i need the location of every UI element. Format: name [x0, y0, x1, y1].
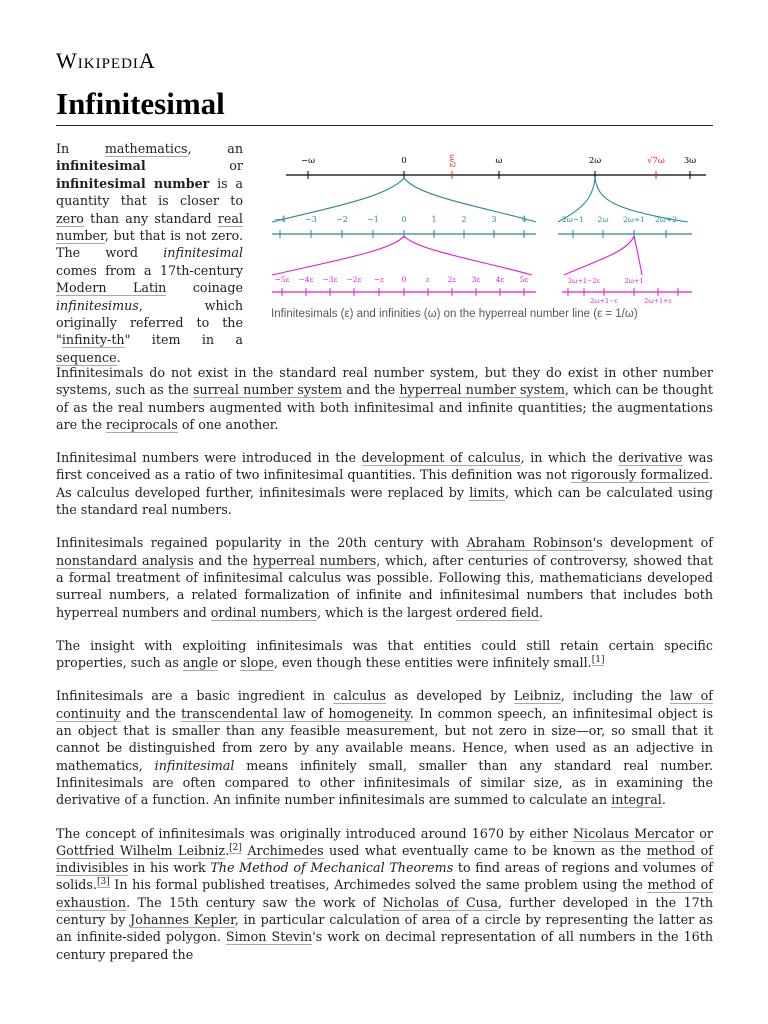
link-rigorously-formalized[interactable]: rigorously formalized [570, 467, 709, 483]
link-ordinal-numbers[interactable]: ordinal numbers [210, 604, 318, 620]
mid-label: −2 [336, 215, 348, 224]
top-label: −ω [300, 156, 316, 166]
link-infinity-th[interactable]: infinity-th [61, 332, 125, 348]
link-nonstandard-analysis[interactable]: nonstandard analysis [56, 552, 194, 568]
link-hyperreal-number-system[interactable]: hyperreal number system [399, 382, 565, 398]
top-label: 2ω [588, 156, 602, 166]
paragraph-3: Infinitesimals regained popularity in the 20th century with Abraham Robinson's development of nonstandard analysis and the hyperreal numbers, which, after centuries of controversy, showed that a formal treatment of infinitesimal calculus was possible. Following this, mathematicians developed surreal numbers, a related formalization of infinite and infinitesimal numbers that includes both hyperreal numbers and ordinal numbers, which is the largest ordered field. [56, 535, 713, 620]
mid-right-label: 2ω [597, 215, 609, 224]
low-right-label: 2ω+1−ε [590, 297, 618, 305]
low-label: ε [426, 275, 430, 284]
link-nicholas-of-cusa[interactable]: Nicholas of Cusa [382, 894, 498, 910]
low-label: −2ε [346, 275, 362, 284]
link-slope[interactable]: slope [240, 655, 274, 671]
link-gottfried-wilhelm-leibniz[interactable]: Gottfried Wilhelm Leibniz [56, 842, 226, 858]
link-nicolaus-mercator[interactable]: Nicolaus Mercator [572, 825, 695, 841]
mid-label: 2 [461, 215, 467, 224]
figure-caption: Infinitesimals (ε) and infinities (ω) on the hyperreal number line (ε = 1/ω) [271, 308, 638, 320]
link-modern-latin[interactable]: Modern Latin [56, 280, 167, 296]
top-label: ω/2 [448, 154, 457, 168]
low-label: −5ε [274, 275, 290, 284]
low-label: −4ε [298, 275, 314, 284]
top-label: 0 [401, 156, 407, 166]
link-simon-stevin[interactable]: Simon Stevin [225, 929, 313, 945]
link-zero[interactable]: zero [56, 210, 84, 226]
reference-3[interactable]: [3] [96, 877, 110, 888]
link-method-of-indivisibles[interactable]: method of indivisibles [56, 842, 714, 876]
link-derivative[interactable]: derivative [618, 450, 683, 466]
mid-label: −3 [305, 215, 317, 224]
title-divider [56, 125, 713, 126]
link-johannes-kepler[interactable]: Johannes Kepler [130, 912, 235, 928]
page-title: Infinitesimal [56, 86, 225, 121]
link-method-of-exhaustion[interactable]: method of exhaustion [56, 877, 714, 910]
link-angle[interactable]: angle [182, 655, 219, 671]
low-label: 0 [401, 275, 407, 284]
low-label: 4ε [495, 275, 505, 284]
link-development-of-calculus[interactable]: development of calculus [361, 450, 521, 466]
low-label: 5ε [519, 275, 529, 284]
paragraph-2: Infinitesimal numbers were introduced in the development of calculus, in which the derivative was first conceived as a ratio of two infinitesimal quantities. This definition was not rigorously formalized. As calculus developed further, infinitesimals were replaced by limits, which can be calculated using the standard real numbers. [56, 450, 713, 518]
low-label: 2ε [447, 275, 457, 284]
low-label: −ε [373, 275, 385, 284]
mid-label: 4 [521, 215, 527, 224]
top-label: ω [495, 156, 503, 166]
reference-1[interactable]: [1] [591, 654, 605, 665]
zoom-curve-epsilon [272, 236, 532, 275]
link-law-of-continuity[interactable]: law of continuity [56, 688, 713, 721]
mid-label: 1 [431, 215, 437, 224]
link-archimedes[interactable]: Archimedes [247, 842, 324, 858]
link-integral[interactable]: integral [611, 792, 662, 808]
low-right-label: 2ω+1 [624, 277, 644, 285]
mid-label: 0 [401, 215, 407, 224]
low-right-label: 2ω+1+ε [644, 297, 672, 305]
paragraph-5: Infinitesimals are a basic ingredient in calculus as developed by Leibniz, including the law of continuity and the transcendental law of homogeneity. In common speech, an infinitesimal object is an object that is smaller than any feasible measurement, but not zero in size—or, so small that it cannot be distinguished from zero by any available means. Hence, when used as an adjective in mathematics, infinitesimal means infinitely small, smaller than any standard real number. Infinitesimals are often compared to other infinitesimals of similar size, as in examining the derivative of a function. An infinite number infinitesimals are summed to calculate an integral. [56, 688, 713, 808]
link-hyperreal-numbers[interactable]: hyperreal numbers [252, 552, 377, 568]
link-transcendental-law-of-homogeneity[interactable]: transcendental law of homogeneity [181, 705, 410, 721]
link-surreal-number-system[interactable]: surreal number system [192, 382, 343, 398]
low-label: 3ε [471, 275, 481, 284]
link-calculus[interactable]: calculus [333, 688, 386, 704]
link-real-number[interactable]: real number [56, 210, 243, 244]
mid-right-label: 2ω−1 [562, 215, 584, 224]
intro-paragraph: In mathematics, an infinitesimal or infinitesimal number is a quantity that is closer to zero than any standard real number, but that is not zero. The word infinitesimal comes from a 17th-century Modern Latin coinage infinitesimus, which originally referred to the "infinity-th" item in a sequence. [56, 141, 243, 365]
top-label: √7ω [647, 156, 665, 166]
link-ordered-field[interactable]: ordered field [455, 604, 540, 620]
top-label: 3ω [683, 156, 697, 166]
wikipedia-logo[interactable]: WikipediA [56, 48, 156, 73]
link-leibniz[interactable]: Leibniz [513, 688, 561, 704]
link-sequence[interactable]: sequence [56, 349, 117, 365]
mid-right-label: 2ω+2 [655, 215, 677, 224]
hyperreal-number-line-figure[interactable] [268, 142, 718, 332]
paragraph-1: Infinitesimals do not exist in the standard real number system, but they do exist in other number systems, such as the surreal number system and the hyperreal number system, which can be thought of as the real numbers augmented with both infinitesimal and infinite quantities; the augmentations are the reciprocals of one another. [56, 365, 713, 432]
link-mathematics[interactable]: mathematics [104, 141, 188, 156]
paragraph-6: The concept of infinitesimals was originally introduced around 1670 by either Nicolaus Mercator or Gottfried Wilhelm Leibniz.[2] Archimedes used what eventually came to be known as the method of indivisibles in his work The Method of Mechanical Theorems to find areas of regions and volumes of solids.[3] In his formal published treatises, Archimedes solved the same problem using the method of exhaustion. The 15th century saw the work of Nicholas of Cusa, further developed in the 17th century by Johannes Kepler, in particular calculation of area of a circle by representing the latter as an infinite-sided polygon. Simon Stevin's work on decimal representation of all numbers in the 16th century prepared the [56, 825, 714, 962]
mid-right-label: 2ω+1 [623, 215, 645, 224]
article-body [56, 364, 713, 979]
zoom-curve-2omega-plus-1 [564, 236, 642, 275]
link-abraham-robinson[interactable]: Abraham Robinson [466, 535, 593, 551]
paragraph-4: The insight with exploiting infinitesimals was that entities could still retain certain specific properties, such as angle or slope, even though these entities were infinitely small.[1] [56, 637, 713, 671]
mid-label: 3 [491, 215, 497, 224]
link-limits[interactable]: limits [469, 484, 506, 500]
link-reciprocals[interactable]: reciprocals [105, 416, 178, 432]
low-label: −3ε [322, 275, 338, 284]
reference-2[interactable]: [2] [229, 842, 242, 853]
mid-label: −4 [274, 215, 286, 224]
mid-label: −1 [367, 215, 379, 224]
low-right-label: 2ω+1−2ε [568, 277, 600, 285]
